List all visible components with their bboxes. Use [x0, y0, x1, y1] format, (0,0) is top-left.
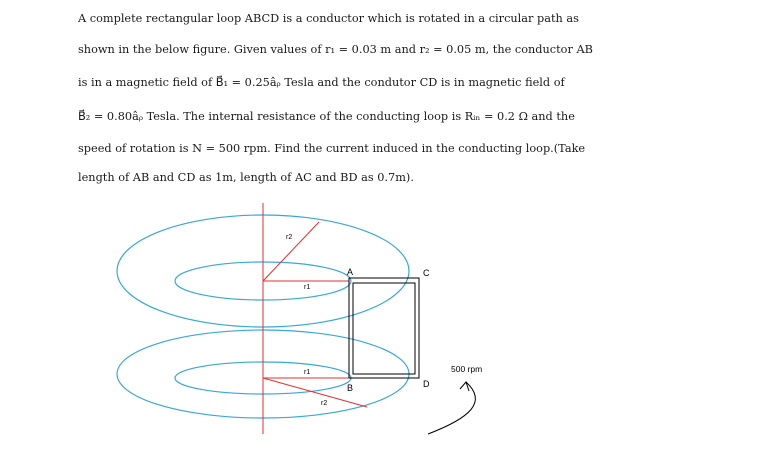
label-b: B [347, 383, 354, 393]
problem-line-1: A complete rectangular loop ABCD is a conductor which is rotated in a circular path as [78, 12, 579, 25]
speed-label: 500 rpm [451, 364, 483, 374]
problem-line-3: is in a magnetic field of B⃗₁ = 0.25âᵨ Tesla and the condutor CD is in magnetic field of [78, 76, 565, 89]
label-r2-bottom: r2 [321, 400, 328, 407]
r2-line-top [263, 222, 319, 281]
label-r1-top: r1 [304, 284, 311, 291]
problem-line-4: B⃗₂ = 0.80âᵨ Tesla. The internal resistance of the conducting loop is Rᵢₙ = 0.2 Ω and the [78, 110, 575, 123]
label-r1-bottom: r1 [304, 369, 311, 376]
label-r2-top: r2 [286, 234, 293, 241]
problem-line-5: speed of rotation is N = 500 rpm. Find the current induced in the conducting loop.(Take [78, 142, 586, 155]
problem-line-6: length of AB and CD as 1m, length of AC and BD as 0.7m). [78, 171, 414, 184]
conducting-loop [349, 278, 419, 378]
problem-line-2: shown in the below figure. Given values of r₁ = 0.03 m and r₂ = 0.05 m, the conductor AB [78, 43, 593, 56]
label-c: C [423, 268, 430, 278]
label-a: A [347, 267, 354, 277]
label-d: D [423, 379, 430, 389]
